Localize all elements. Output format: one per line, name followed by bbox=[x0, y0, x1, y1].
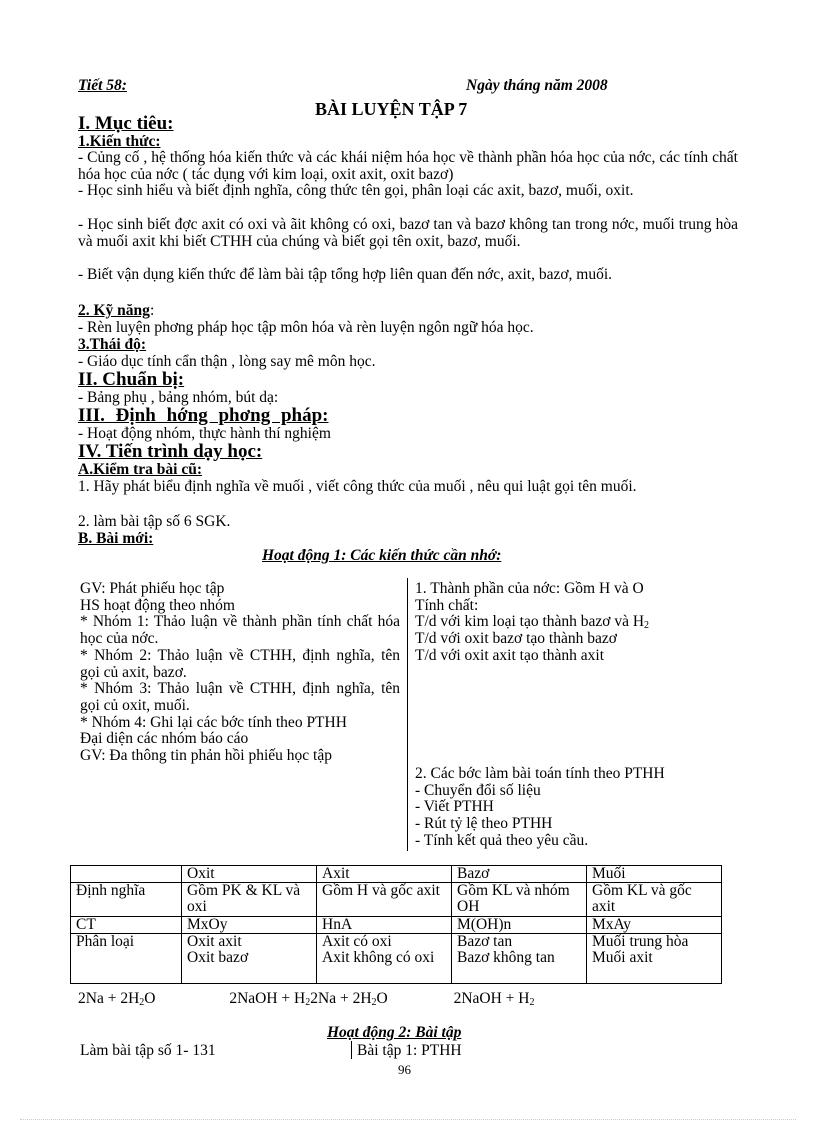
right-line: - Chuyển đổi số liệu bbox=[415, 781, 541, 799]
table-cell: Gồm H và gốc axit bbox=[317, 883, 452, 917]
right-line: - Rút tỷ lệ theo PTHH bbox=[415, 815, 553, 833]
section4-heading: IV. Tiến trình dạy học: bbox=[78, 441, 263, 462]
table-cell: Axit có oxi Axit không có oxi bbox=[317, 934, 452, 984]
left-line: * Nhóm 1: Thảo luận về thành phần tính chất hóa học của nớc. bbox=[80, 613, 400, 648]
table-cell: Gồm PK & KL và oxi bbox=[182, 883, 317, 917]
table-cell: Bazơ tan Bazơ không tan bbox=[452, 934, 587, 984]
summary-table bbox=[70, 865, 722, 984]
new-lesson-heading: B. Bài mới: bbox=[78, 530, 154, 547]
date-line: Ngày tháng năm 2008 bbox=[466, 77, 608, 94]
activity2-right: Bài tập 1: PTHH bbox=[357, 1042, 462, 1059]
skills-colon: : bbox=[149, 302, 155, 319]
knowledge-item: - Củng cố , hệ thống hóa kiến thức và các khái niệm hóa học về thành phần hóa học của nớc, các tính chất hóa học của nớc ( tác dụng với kim loại, oxit axit, oxit bazơ) bbox=[78, 149, 738, 183]
attitude-text: - Giáo dục tính cẩn thận , lòng say mê môn học. bbox=[78, 353, 376, 370]
skills-heading: 2. Kỹ năng bbox=[78, 302, 150, 319]
page-number: 96 bbox=[398, 1062, 411, 1077]
knowledge-heading: 1.Kiến thức: bbox=[78, 133, 161, 150]
right-line: T/d với oxit bazơ tạo thành bazơ bbox=[415, 630, 617, 648]
reaction-equation: $2Na + 2H_2O$ 2NaOH + $H_22Na + 2H_2O$ 2NaOH + $H_2$ bbox=[78, 990, 535, 1008]
right-line: - Tính kết quả theo yêu cầu. bbox=[415, 831, 589, 849]
activity1-heading: Hoạt động 1: Các kiến thức cần nhớ: bbox=[262, 547, 502, 564]
table-cell: MxOy bbox=[182, 917, 317, 934]
right-line: T/d với oxit axit tạo thành axit bbox=[415, 646, 604, 664]
check-item: 2. làm bài tập số 6 SGK. bbox=[78, 513, 231, 530]
table-cell: Bazơ bbox=[452, 866, 587, 883]
table-cell: Phân loại bbox=[71, 934, 182, 984]
table-header-row bbox=[71, 866, 722, 883]
table-cell: Muối trung hòa Muối axit bbox=[587, 934, 722, 984]
table-row bbox=[71, 883, 722, 917]
column-divider bbox=[407, 578, 408, 851]
left-line: GV: Phát phiếu học tập bbox=[80, 580, 225, 597]
left-line: * Nhóm 4: Ghi lại các bớc tính theo PTHH bbox=[80, 713, 347, 731]
table-cell: M(OH)n bbox=[452, 917, 587, 934]
right-line: - Viết PTHH bbox=[415, 798, 494, 816]
left-line: * Nhóm 2: Thảo luận về CTHH, định nghĩa, tên gọi củ axit, bazơ. bbox=[80, 646, 400, 681]
knowledge-item: - Biết vận dụng kiến thức để làm bài tập tổng hợp liên quan đến nớc, axit, bazơ, muối. bbox=[78, 266, 613, 283]
table-row bbox=[71, 934, 722, 984]
table-cell: Muối bbox=[587, 866, 722, 883]
check-heading: A.Kiểm tra bài cũ: bbox=[78, 461, 202, 478]
activity2-heading: Hoạt động 2: Bài tập bbox=[327, 1024, 462, 1041]
section1-heading: I. Mục tiêu: bbox=[78, 113, 174, 134]
skills-text: - Rèn luyện phơng pháp học tập môn hóa và rèn luyện ngôn ngữ hóa học. bbox=[78, 319, 534, 336]
attitude-heading: 3.Thái độ: bbox=[78, 336, 147, 353]
table-cell: Gồm KL và gốc axit bbox=[587, 883, 722, 917]
right-line: 2. Các bớc làm bài toán tính theo PTHH bbox=[415, 765, 665, 782]
skills-heading-line bbox=[78, 302, 154, 319]
table-cell: HnA bbox=[317, 917, 452, 934]
lesson-label: Tiết 58: bbox=[78, 77, 127, 94]
section2-heading: II. Chuẩn bị: bbox=[78, 369, 185, 390]
table-cell bbox=[71, 866, 182, 883]
activity1-right-column-2 bbox=[415, 766, 745, 850]
right-line: Tính chất: bbox=[415, 596, 479, 614]
table-cell: Gồm KL và nhóm OH bbox=[452, 883, 587, 917]
table-cell: Oxit bbox=[182, 866, 317, 883]
right-line: 1. Thành phần của nớc: Gồm H và O bbox=[415, 580, 644, 597]
activity2-left: Làm bài tập số 1- 131 bbox=[80, 1042, 216, 1059]
knowledge-item: - Học sinh biết đợc axit có oxi và ãit không có oxi, bazơ tan và bazơ không tan trong nớc, muối trung hòa và muối axit khi biết CTHH của chúng và biết gọi tên oxit, bazơ, muối. bbox=[78, 216, 738, 250]
check-item: 1. Hãy phát biểu định nghĩa về muối , viết công thức của muối , nêu qui luật gọi tên muối. bbox=[78, 478, 637, 495]
activity2-divider bbox=[351, 1041, 352, 1059]
footer-divider bbox=[20, 1119, 796, 1120]
section2-text: - Bảng phụ , bảng nhóm, bút dạ: bbox=[78, 389, 279, 406]
table-cell: Oxit axit Oxit bazơ bbox=[182, 934, 317, 984]
section3-heading: III. Định hớng phơng pháp: bbox=[78, 405, 329, 426]
table-row bbox=[71, 917, 722, 934]
left-line: * Nhóm 3: Thảo luận về CTHH, định nghĩa, tên gọi củ oxit, muối. bbox=[80, 680, 400, 714]
right-line: T/d với kim loại tạo thành bazơ và $H_2$ bbox=[415, 613, 650, 632]
activity1-left-column bbox=[80, 581, 400, 765]
activity1-right-column-1 bbox=[415, 581, 745, 665]
left-line: GV: Đa thông tin phản hồi phiếu học tập bbox=[80, 747, 332, 765]
table-cell: CT bbox=[71, 917, 182, 934]
knowledge-item: - Học sinh hiểu và biết định nghĩa, công thức tên gọi, phân loại các axit, bazơ, muối, oxit. bbox=[78, 182, 634, 199]
table-cell: MxAy bbox=[587, 917, 722, 934]
left-line: HS hoạt động theo nhóm bbox=[80, 596, 235, 614]
table-cell: Axit bbox=[317, 866, 452, 883]
page-title: BÀI LUYỆN TẬP 7 bbox=[315, 99, 468, 119]
table-cell: Định nghĩa bbox=[71, 883, 182, 917]
section3-text: - Hoạt động nhóm, thực hành thí nghiệm bbox=[78, 425, 331, 442]
left-line: Đại diện các nhóm báo cáo bbox=[80, 730, 249, 748]
